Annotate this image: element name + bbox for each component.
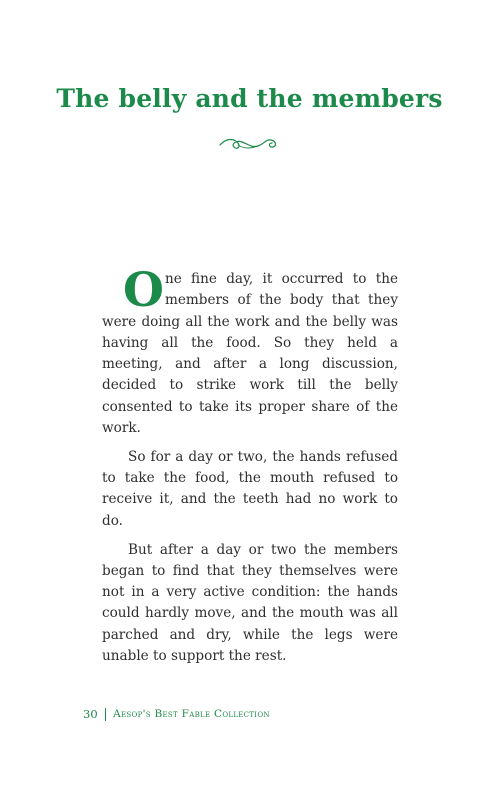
- drop-cap: O: [123, 263, 164, 318]
- book-title: Aesop's Best Fable Collection: [113, 708, 270, 720]
- page-footer: [83, 707, 270, 721]
- paragraph-1-text: ne fine day, it occurred to the members of the body that they were doing all the work and the belly was having all the food. So they held a meeting, and after a long discussion, decided to strike work till the belly consented to take its proper share of the work.: [102, 271, 398, 437]
- paragraph-1: [102, 263, 398, 439]
- page-number: 30: [83, 707, 98, 721]
- paragraph-2: So for a day or two, the hands refused to take the food, the mouth refused to receive it, and the teeth had no work to do.: [102, 448, 398, 529]
- footer-separator: [105, 708, 107, 721]
- flourish-ornament-icon: [218, 134, 280, 154]
- paragraph-3: But after a day or two the members began to find that they themselves were not in a very active condition: the hands could hardly move, and the mouth was all parched and dry, while the legs were unable to support the rest.: [102, 541, 398, 665]
- page-title: The belly and the members: [56, 84, 443, 113]
- fable-text: [102, 263, 398, 675]
